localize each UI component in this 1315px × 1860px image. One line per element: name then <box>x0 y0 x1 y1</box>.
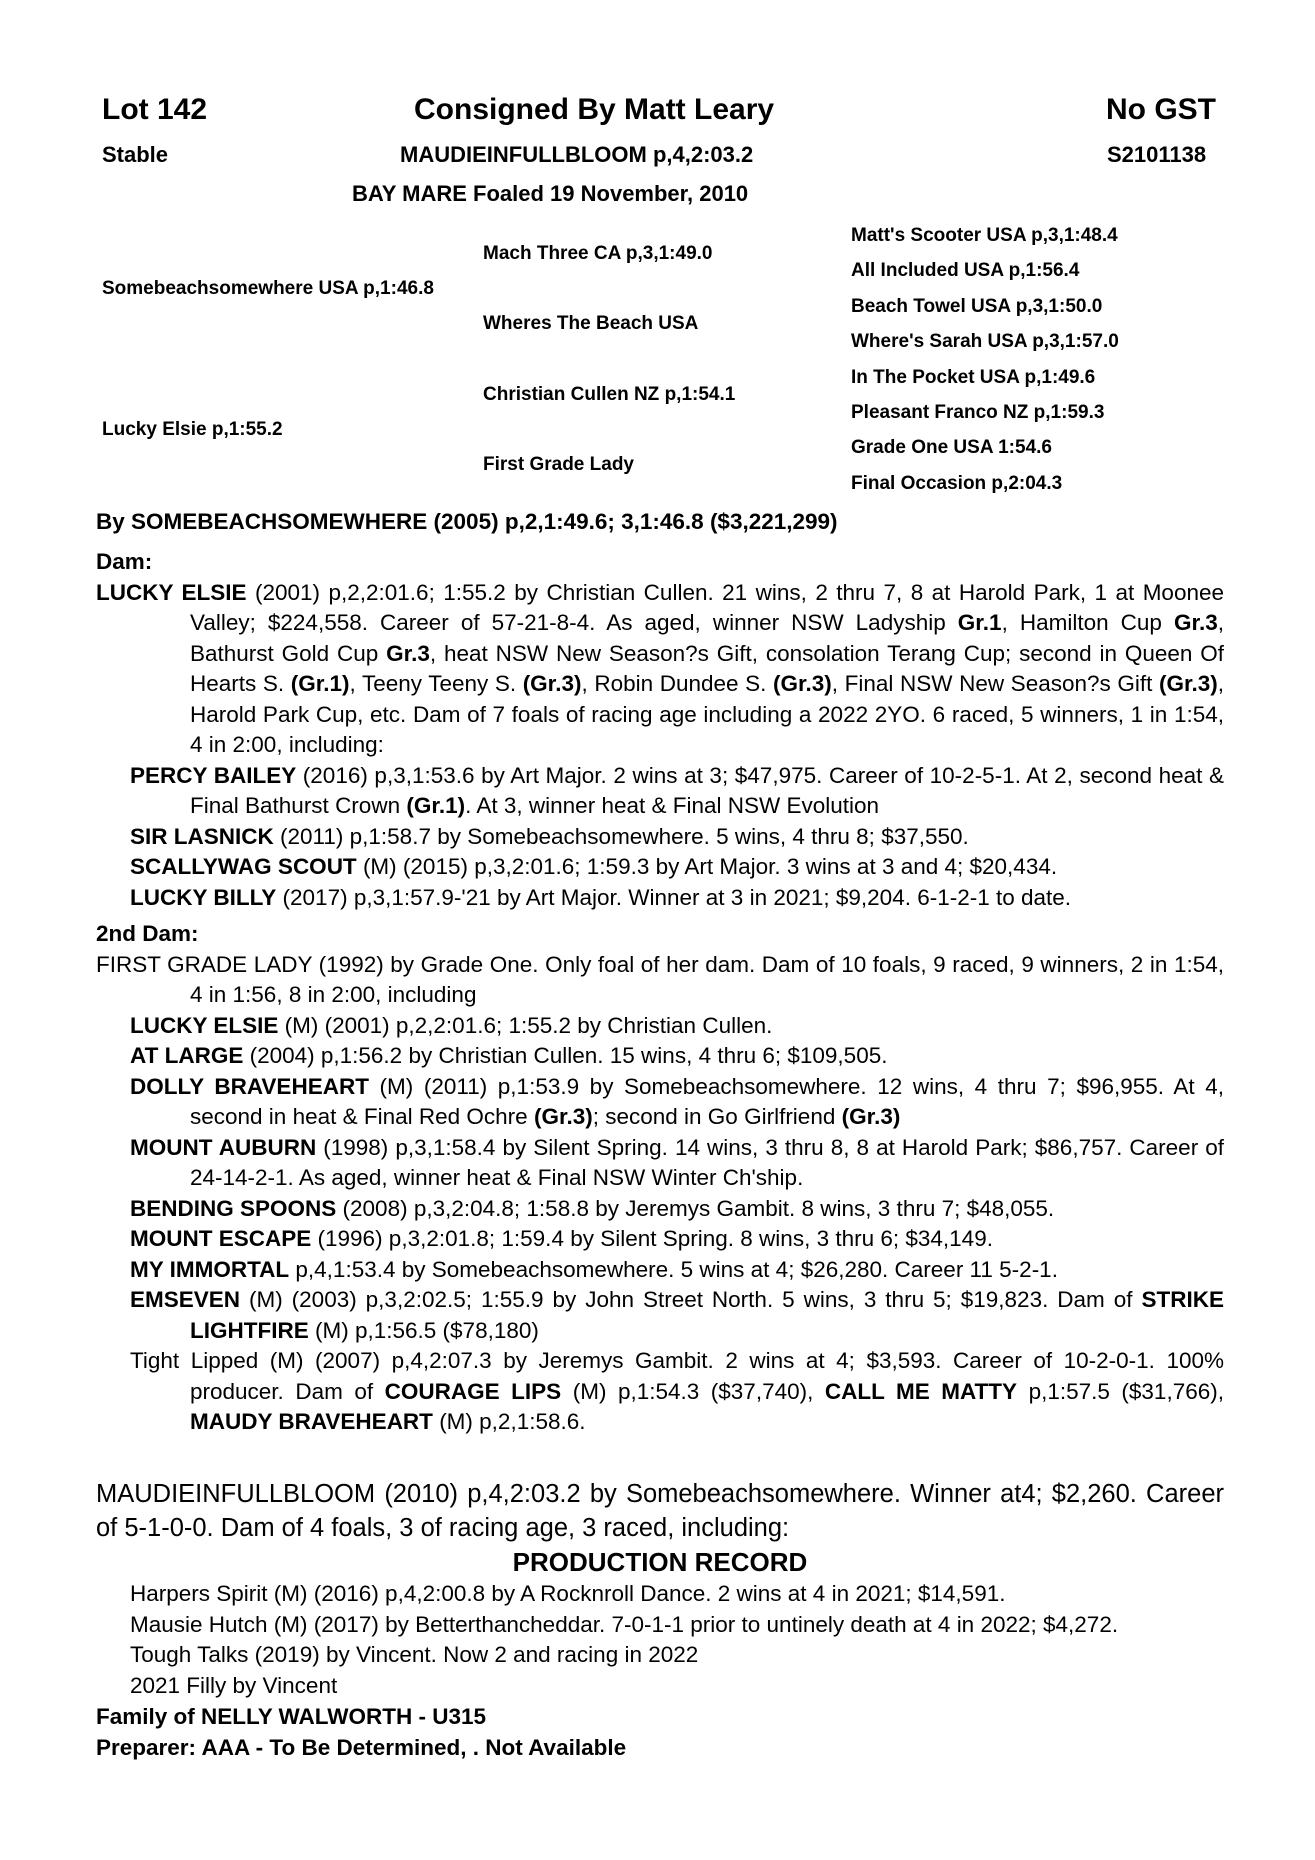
dam-heading: Dam: <box>96 549 153 574</box>
list-item: 2021 Filly by Vincent <box>130 1672 338 1698</box>
list-item: MOUNT ESCAPE (1996) p,3,2:01.8; 1:59.4 by Silent Spring. 8 wins, 3 thru 6; $34,149. <box>130 1226 993 1251</box>
list-item: LUCKY BILLY (2017) p,3,1:57.9-'21 by Art Major. Winner at 3 in 2021; $9,204. 6-1-2-1 to date. <box>130 884 1072 910</box>
pedigree-sire-dam: Wheres The Beach USA <box>483 313 699 334</box>
pedigree-g3: Matt's Scooter USA p,3,1:48.4 <box>851 225 1118 246</box>
pedigree-g3: In The Pocket USA p,1:49.6 <box>851 367 1096 388</box>
pedigree-g3: All Included USA p,1:56.4 <box>851 260 1080 281</box>
sire-by-line: By SOMEBEACHSOMEWHERE (2005) p,2,1:49.6; 3,1:46.8 ($3,221,299) <box>96 509 838 534</box>
dam-paragraph: LUCKY ELSIE (2001) p,2,2:01.6; 1:55.2 by Christian Cullen. 21 wins, 2 thru 7, 8 at Harold Park, 1 at Moonee Valley; $224,558. Career of 57-21-8-4. As aged, winner NSW Ladyship Gr.1, Hamilton Cup Gr.3, Bathurst Gold Cup Gr.3, heat NSW New Season?s Gift, consolation Terang Cup; second in Queen Of Hearts S. (Gr.1), Teeny Teeny S. (Gr.3), Robin Dundee S. (Gr.3), Final NSW New Season?s Gift (Gr.3), Harold Park Cup, etc. Dam of 7 foals of racing age including a 2022 2YO. 6 raced, 5 winners, 1 in 1:54, 4 in 2:00, including: <box>96 579 1225 757</box>
pedigree-g3: Beach Towel USA p,3,1:50.0 <box>851 296 1103 317</box>
list-item: Tight Lipped (M) (2007) p,4,2:07.3 by Jeremys Gambit. 2 wins at 4; $3,593. Career of 10-2-0-1. 100% producer. Dam of COURAGE LIPS (M) p,1:54.3 ($37,740), CALL ME MATTY p,1:57.5 ($31,766), MAUDY BRAVEHEART (M) p,2,1:58.6. <box>130 1348 1224 1434</box>
horse-name: MAUDIEINFULLBLOOM p,4,2:03.2 <box>400 142 754 167</box>
pedigree-g3: Final Occasion p,2:04.3 <box>851 473 1063 494</box>
pedigree-dam-dam: First Grade Lady <box>483 454 634 475</box>
list-item: PERCY BAILEY (2016) p,3,1:53.6 by Art Major. 2 wins at 3; $47,975. Career of 10-2-5-1. At 2, second heat & Final Bathurst Crown (Gr.1). At 3, winner heat & Final NSW Evolution <box>130 762 1225 818</box>
list-item: LUCKY ELSIE (M) (2001) p,2,2:01.6; 1:55.2 by Christian Cullen. <box>130 1012 773 1038</box>
production-section <box>96 1477 1224 1763</box>
pedigree-sire-sire: Mach Three CA p,3,1:49.0 <box>483 243 713 264</box>
second-dam-heading: 2nd Dam: <box>96 921 199 946</box>
list-item: BENDING SPOONS (2008) p,3,2:04.8; 1:58.8 by Jeremys Gambit. 8 wins, 3 thru 7; $48,055. <box>130 1195 1055 1221</box>
preparer-line: Preparer: AAA - To Be Determined, . Not Available <box>96 1735 627 1760</box>
list-item: DOLLY BRAVEHEART (M) (2011) p,1:53.9 by Somebeachsomewhere. 12 wins, 4 thru 7; $96,955. At 4, second in heat & Final Red Ochre (Gr.3); second in Go Girlfriend (Gr.3) <box>130 1073 1224 1129</box>
foaled-line: BAY MARE Foaled 19 November, 2010 <box>352 181 749 206</box>
list-item: SCALLYWAG SCOUT (M) (2015) p,3,2:01.6; 1:59.3 by Art Major. 3 wins at 3 and 4; $20,434. <box>130 854 1058 879</box>
gst-status: No GST <box>1106 93 1216 126</box>
lot-number: Lot 142 <box>102 93 208 126</box>
lot-code: S2101138 <box>1107 142 1207 167</box>
second-dam-paragraph: FIRST GRADE LADY (1992) by Grade One. Only foal of her dam. Dam of 10 foals, 9 raced, 9 winners, 2 in 1:54, 4 in 1:56, 8 in 2:00, including <box>96 951 1224 1007</box>
list-item: Harpers Spirit (M) (2016) p,4,2:00.8 by A Rocknroll Dance. 2 wins at 4 in 2021; $14,591. <box>130 1581 1006 1606</box>
stable-label: Stable <box>102 142 169 167</box>
dam-name: LUCKY ELSIE <box>96 579 247 605</box>
production-intro: MAUDIEINFULLBLOOM (2010) p,4,2:03.2 by Somebeachsomewhere. Winner at4; $2,260. Career of 5-1-0-0. Dam of 4 foals, 3 of racing age, 3 raced, including: <box>96 1480 1224 1542</box>
pedigree-g3: Grade One USA 1:54.6 <box>851 437 1052 458</box>
pedigree-dam: Lucky Elsie p,1:55.2 <box>102 419 283 440</box>
list-item: MY IMMORTAL p,4,1:53.4 by Somebeachsomewhere. 5 wins at 4; $26,280. Career 11 5-2-1. <box>130 1256 1058 1282</box>
pedigree-g3: Where's Sarah USA p,3,1:57.0 <box>851 331 1119 352</box>
pedigree-sire: Somebeachsomewhere USA p,1:46.8 <box>102 278 434 299</box>
list-item: SIR LASNICK (2011) p,1:58.7 by Somebeachsomewhere. 5 wins, 4 thru 8; $37,550. <box>130 823 969 849</box>
dam-section <box>96 547 1224 1438</box>
list-item: EMSEVEN (M) (2003) p,3,2:02.5; 1:55.9 by John Street North. 5 wins, 3 thru 5; $19,823. Dam of STRIKE LIGHTFIRE (M) p,1:56.5 ($78,180) <box>130 1287 1224 1343</box>
family-line: Family of NELLY WALWORTH - U315 <box>96 1704 487 1729</box>
production-title: PRODUCTION RECORD <box>512 1547 808 1577</box>
consignor: Consigned By Matt Leary <box>414 93 775 126</box>
list-item: AT LARGE (2004) p,1:56.2 by Christian Cullen. 15 wins, 4 thru 6; $109,505. <box>130 1043 888 1068</box>
list-item: Mausie Hutch (M) (2017) by Betterthancheddar. 7-0-1-1 prior to untinely death at 4 in 2022; $4,272. <box>130 1611 1119 1637</box>
pedigree-dam-sire: Christian Cullen NZ p,1:54.1 <box>483 384 736 405</box>
list-item: Tough Talks (2019) by Vincent. Now 2 and racing in 2022 <box>130 1642 699 1667</box>
pedigree-g3: Pleasant Franco NZ p,1:59.3 <box>851 402 1105 423</box>
list-item: MOUNT AUBURN (1998) p,3,1:58.4 by Silent Spring. 14 wins, 3 thru 8, 8 at Harold Park; $86,757. Career of 24-14-2-1. As aged, winner heat & Final NSW Winter Ch'ship. <box>130 1134 1225 1190</box>
